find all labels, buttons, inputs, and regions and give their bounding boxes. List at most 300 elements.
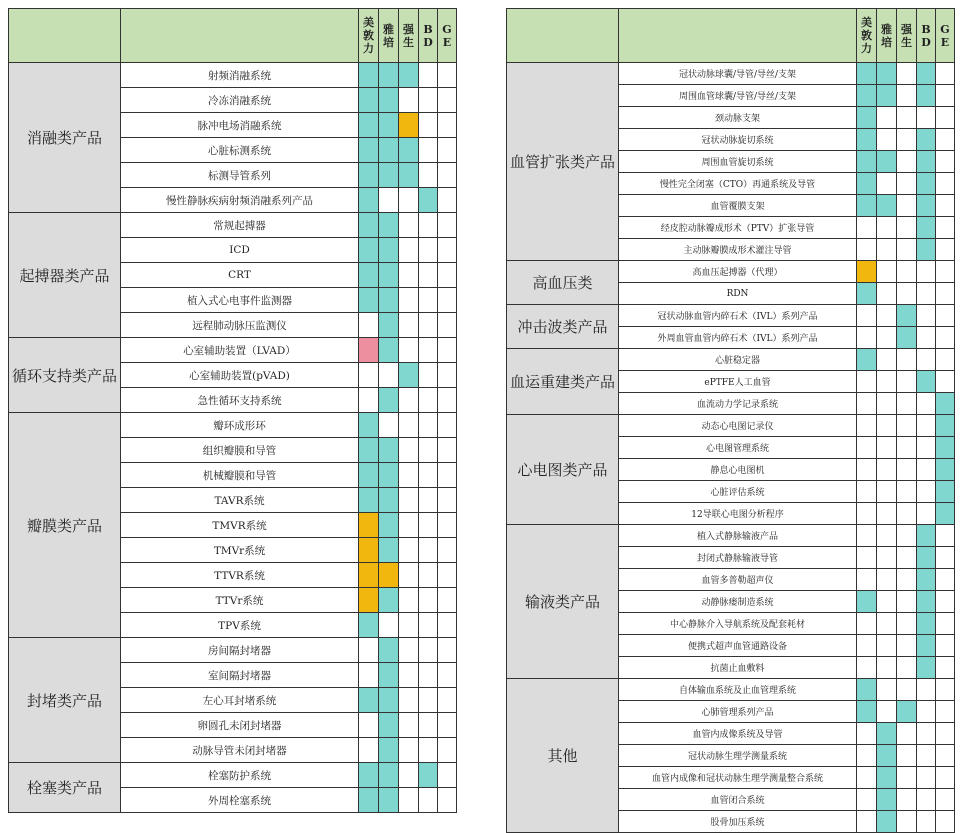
coverage-empty-cell (917, 349, 936, 371)
product-cell: 主动脉瓣膜成形术灌注导管 (619, 239, 857, 261)
coverage-mark-teal (379, 438, 399, 463)
coverage-empty-cell (917, 305, 936, 327)
coverage-empty-cell (438, 738, 457, 763)
coverage-empty-cell (438, 713, 457, 738)
product-cell: 卵圆孔未闭封堵器 (121, 713, 359, 738)
product-cell: TMVR系统 (121, 513, 359, 538)
coverage-empty-cell (438, 638, 457, 663)
coverage-empty-cell (917, 261, 936, 283)
coverage-empty-cell (438, 363, 457, 388)
coverage-empty-cell (399, 238, 419, 263)
coverage-empty-cell (419, 613, 438, 638)
coverage-mark-teal (877, 195, 897, 217)
coverage-mark-teal (359, 163, 379, 188)
product-cell: 冠状动脉球囊/导管/导丝/支架 (619, 63, 857, 85)
column-header (359, 9, 379, 63)
coverage-empty-cell (877, 503, 897, 525)
coverage-mark-orange (359, 588, 379, 613)
product-cell: 射频消融系统 (121, 63, 359, 88)
coverage-empty-cell (897, 591, 917, 613)
coverage-empty-cell (419, 638, 438, 663)
coverage-empty-cell (897, 811, 917, 833)
coverage-mark-teal (379, 313, 399, 338)
coverage-mark-teal (877, 745, 897, 767)
coverage-mark-teal (917, 371, 936, 393)
category-cell: 瓣膜类产品 (9, 413, 121, 638)
coverage-empty-cell (917, 393, 936, 415)
product-cell: 栓塞防护系统 (121, 763, 359, 788)
coverage-mark-teal (917, 547, 936, 569)
coverage-empty-cell (936, 569, 955, 591)
coverage-empty-cell (438, 563, 457, 588)
product-cell: 冠状动脉生理学测量系统 (619, 745, 857, 767)
coverage-empty-cell (877, 393, 897, 415)
coverage-empty-cell (936, 283, 955, 305)
coverage-mark-teal (359, 688, 379, 713)
coverage-empty-cell (877, 613, 897, 635)
coverage-empty-cell (857, 327, 877, 349)
category-cell: 循环支持类产品 (9, 338, 121, 413)
coverage-empty-cell (419, 213, 438, 238)
coverage-empty-cell (897, 437, 917, 459)
coverage-mark-teal (917, 195, 936, 217)
coverage-empty-cell (917, 745, 936, 767)
coverage-empty-cell (897, 261, 917, 283)
coverage-empty-cell (857, 503, 877, 525)
product-cell: 室间隔封堵器 (121, 663, 359, 688)
category-cell: 其他 (507, 679, 619, 833)
coverage-empty-cell (438, 788, 457, 813)
product-cell: 心电图管理系统 (619, 437, 857, 459)
coverage-empty-cell (936, 239, 955, 261)
product-cell: 机械瓣膜和导管 (121, 463, 359, 488)
product-cell: 慢性完全闭塞（CTO）再通系统及导管 (619, 173, 857, 195)
coverage-mark-teal (379, 788, 399, 813)
coverage-mark-teal (877, 789, 897, 811)
coverage-empty-cell (438, 663, 457, 688)
coverage-mark-teal (917, 635, 936, 657)
coverage-empty-cell (419, 688, 438, 713)
coverage-empty-cell (857, 459, 877, 481)
coverage-empty-cell (419, 238, 438, 263)
coverage-mark-teal (359, 438, 379, 463)
coverage-empty-cell (897, 85, 917, 107)
coverage-empty-cell (877, 371, 897, 393)
coverage-empty-cell (897, 129, 917, 151)
coverage-empty-cell (936, 151, 955, 173)
column-header (857, 9, 877, 63)
coverage-mark-teal (359, 88, 379, 113)
coverage-empty-cell (897, 679, 917, 701)
product-cell: 脉冲电场消融系统 (121, 113, 359, 138)
coverage-empty-cell (438, 538, 457, 563)
product-cell: 动静脉瘘制造系统 (619, 591, 857, 613)
coverage-mark-orange (359, 538, 379, 563)
product-cell: 外周血管血管内碎石术（IVL）系列产品 (619, 327, 857, 349)
coverage-mark-teal (917, 569, 936, 591)
column-header (936, 9, 955, 63)
coverage-empty-cell (359, 638, 379, 663)
coverage-empty-cell (897, 393, 917, 415)
coverage-empty-cell (917, 767, 936, 789)
coverage-mark-teal (359, 788, 379, 813)
coverage-empty-cell (877, 569, 897, 591)
coverage-empty-cell (877, 701, 897, 723)
coverage-mark-teal (379, 388, 399, 413)
coverage-mark-teal (917, 151, 936, 173)
coverage-mark-teal (936, 503, 955, 525)
coverage-mark-teal (359, 463, 379, 488)
product-cell: 急性循环支持系统 (121, 388, 359, 413)
column-header-label: G E (940, 22, 950, 49)
coverage-empty-cell (857, 547, 877, 569)
coverage-empty-cell (917, 503, 936, 525)
coverage-empty-cell (917, 723, 936, 745)
coverage-empty-cell (419, 263, 438, 288)
column-header-label: G E (442, 22, 452, 49)
coverage-mark-teal (936, 437, 955, 459)
product-cell: 常规起搏器 (121, 213, 359, 238)
coverage-mark-teal (379, 338, 399, 363)
coverage-empty-cell (877, 635, 897, 657)
coverage-empty-cell (917, 459, 936, 481)
product-cell: 颈动脉支架 (619, 107, 857, 129)
coverage-mark-teal (857, 349, 877, 371)
product-cell: 左心耳封堵系统 (121, 688, 359, 713)
product-cell: 血流动力学记录系统 (619, 393, 857, 415)
coverage-mark-orange (399, 113, 419, 138)
coverage-empty-cell (897, 173, 917, 195)
coverage-empty-cell (419, 138, 438, 163)
coverage-empty-cell (438, 163, 457, 188)
column-header-label: 强 生 (901, 22, 912, 49)
coverage-empty-cell (399, 313, 419, 338)
coverage-empty-cell (917, 481, 936, 503)
coverage-empty-cell (936, 745, 955, 767)
product-cell: ePTFE人工血管 (619, 371, 857, 393)
coverage-mark-teal (936, 393, 955, 415)
column-header (897, 9, 917, 63)
coverage-mark-teal (359, 263, 379, 288)
coverage-empty-cell (897, 349, 917, 371)
coverage-empty-cell (936, 657, 955, 679)
product-cell: 血管内成像系统及导管 (619, 723, 857, 745)
coverage-empty-cell (857, 789, 877, 811)
coverage-empty-cell (857, 437, 877, 459)
column-header (419, 9, 438, 63)
coverage-mark-teal (379, 513, 399, 538)
coverage-empty-cell (419, 413, 438, 438)
coverage-empty-cell (936, 613, 955, 635)
coverage-empty-cell (897, 217, 917, 239)
coverage-empty-cell (897, 195, 917, 217)
coverage-empty-cell (438, 138, 457, 163)
coverage-empty-cell (857, 657, 877, 679)
coverage-mark-teal (379, 763, 399, 788)
coverage-empty-cell (897, 767, 917, 789)
category-cell: 高血压类 (507, 261, 619, 305)
product-cell: 心脏稳定器 (619, 349, 857, 371)
coverage-empty-cell (857, 569, 877, 591)
coverage-empty-cell (917, 811, 936, 833)
category-cell: 封堵类产品 (9, 638, 121, 763)
product-cell: 周围血管球囊/导管/导丝/支架 (619, 85, 857, 107)
coverage-mark-teal (857, 679, 877, 701)
coverage-mark-teal (359, 113, 379, 138)
coverage-empty-cell (936, 349, 955, 371)
coverage-empty-cell (936, 679, 955, 701)
coverage-empty-cell (438, 213, 457, 238)
coverage-mark-teal (399, 138, 419, 163)
coverage-mark-teal (379, 88, 399, 113)
product-cell: TAVR系统 (121, 488, 359, 513)
coverage-empty-cell (399, 663, 419, 688)
coverage-empty-cell (419, 463, 438, 488)
coverage-empty-cell (379, 613, 399, 638)
coverage-mark-teal (857, 151, 877, 173)
coverage-mark-teal (857, 173, 877, 195)
coverage-mark-teal (917, 129, 936, 151)
coverage-mark-teal (359, 288, 379, 313)
coverage-empty-cell (857, 767, 877, 789)
column-header (438, 9, 457, 63)
coverage-empty-cell (399, 613, 419, 638)
coverage-empty-cell (379, 363, 399, 388)
coverage-empty-cell (359, 363, 379, 388)
product-cell: 远程肺动脉压监测仪 (121, 313, 359, 338)
coverage-empty-cell (897, 525, 917, 547)
coverage-mark-teal (379, 238, 399, 263)
coverage-empty-cell (917, 437, 936, 459)
coverage-empty-cell (857, 305, 877, 327)
coverage-mark-teal (917, 173, 936, 195)
coverage-empty-cell (877, 107, 897, 129)
product-cell: 瓣环成形环 (121, 413, 359, 438)
coverage-empty-cell (917, 283, 936, 305)
table-row (9, 213, 457, 238)
coverage-mark-teal (857, 63, 877, 85)
coverage-mark-teal (936, 481, 955, 503)
table-row (507, 305, 955, 327)
coverage-empty-cell (857, 415, 877, 437)
coverage-empty-cell (419, 538, 438, 563)
coverage-mark-teal (359, 763, 379, 788)
coverage-mark-teal (877, 151, 897, 173)
coverage-mark-teal (897, 701, 917, 723)
product-cell: 自体输血系统及止血管理系统 (619, 679, 857, 701)
table-row (9, 338, 457, 363)
coverage-mark-teal (359, 63, 379, 88)
header-row (507, 9, 955, 63)
product-cell: 心室辅助装置（LVAD） (121, 338, 359, 363)
coverage-empty-cell (419, 288, 438, 313)
coverage-empty-cell (438, 413, 457, 438)
coverage-empty-cell (857, 371, 877, 393)
coverage-mark-teal (917, 525, 936, 547)
table-row (9, 63, 457, 88)
coverage-empty-cell (877, 173, 897, 195)
coverage-mark-teal (917, 591, 936, 613)
product-cell: 植入式静脉输液产品 (619, 525, 857, 547)
table-row (507, 415, 955, 437)
coverage-mark-teal (857, 129, 877, 151)
product-cell: TMVr系统 (121, 538, 359, 563)
column-header-label: B D (921, 22, 931, 49)
coverage-empty-cell (438, 438, 457, 463)
product-cell: 封闭式静脉输液导管 (619, 547, 857, 569)
coverage-empty-cell (917, 107, 936, 129)
table-row (9, 638, 457, 663)
coverage-empty-cell (936, 129, 955, 151)
column-header-label: 美 敦 力 (363, 16, 374, 55)
coverage-mark-teal (379, 163, 399, 188)
coverage-empty-cell (936, 591, 955, 613)
product-cell: 慢性静脉疾病射频消融系列产品 (121, 188, 359, 213)
product-cell: 经皮腔动脉瓣成形术（PTV）扩张导管 (619, 217, 857, 239)
coverage-empty-cell (438, 288, 457, 313)
column-header-label: 雅 培 (881, 22, 892, 49)
coverage-empty-cell (438, 688, 457, 713)
coverage-empty-cell (877, 129, 897, 151)
category-cell: 血运重建类产品 (507, 349, 619, 415)
coverage-mark-teal (359, 188, 379, 213)
coverage-empty-cell (399, 438, 419, 463)
column-header-label: 雅 培 (383, 22, 394, 49)
coverage-mark-teal (359, 413, 379, 438)
coverage-empty-cell (419, 738, 438, 763)
coverage-empty-cell (399, 563, 419, 588)
coverage-mark-teal (379, 638, 399, 663)
product-cell: 组织瓣膜和导管 (121, 438, 359, 463)
coverage-empty-cell (399, 638, 419, 663)
coverage-mark-teal (917, 239, 936, 261)
column-header (379, 9, 399, 63)
coverage-empty-cell (359, 738, 379, 763)
coverage-empty-cell (399, 538, 419, 563)
coverage-empty-cell (399, 388, 419, 413)
coverage-empty-cell (877, 217, 897, 239)
product-cell: 心脏评估系统 (619, 481, 857, 503)
product-cell: RDN (619, 283, 857, 305)
coverage-mark-teal (399, 363, 419, 388)
coverage-empty-cell (897, 371, 917, 393)
coverage-empty-cell (897, 481, 917, 503)
coverage-empty-cell (936, 261, 955, 283)
coverage-mark-orange (359, 563, 379, 588)
coverage-mark-orange (857, 261, 877, 283)
coverage-mark-teal (379, 688, 399, 713)
product-cell: 血管内成像和冠状动脉生理学测量整合系统 (619, 767, 857, 789)
coverage-mark-teal (936, 459, 955, 481)
product-cell: 冠状动脉旋切系统 (619, 129, 857, 151)
product-cell: 中心静脉介入导航系统及配套耗材 (619, 613, 857, 635)
coverage-empty-cell (857, 745, 877, 767)
product-cell: CRT (121, 263, 359, 288)
coverage-mark-orange (359, 513, 379, 538)
coverage-empty-cell (897, 789, 917, 811)
coverage-empty-cell (857, 613, 877, 635)
coverage-mark-teal (877, 723, 897, 745)
product-cell: 植入式心电事件监测器 (121, 288, 359, 313)
product-cell: ICD (121, 238, 359, 263)
coverage-empty-cell (897, 503, 917, 525)
column-header (877, 9, 897, 63)
coverage-empty-cell (877, 459, 897, 481)
category-cell: 冲击波类产品 (507, 305, 619, 349)
coverage-empty-cell (936, 305, 955, 327)
coverage-empty-cell (359, 388, 379, 413)
coverage-mark-teal (917, 85, 936, 107)
coverage-mark-teal (359, 613, 379, 638)
coverage-empty-cell (857, 635, 877, 657)
coverage-empty-cell (936, 327, 955, 349)
coverage-mark-teal (857, 85, 877, 107)
product-cell: 股骨加压系统 (619, 811, 857, 833)
coverage-empty-cell (379, 188, 399, 213)
coverage-empty-cell (438, 388, 457, 413)
coverage-mark-teal (399, 163, 419, 188)
coverage-empty-cell (936, 635, 955, 657)
coverage-empty-cell (419, 388, 438, 413)
coverage-empty-cell (936, 107, 955, 129)
coverage-empty-cell (399, 463, 419, 488)
category-cell: 输液类产品 (507, 525, 619, 679)
coverage-empty-cell (897, 459, 917, 481)
left-coverage-table (8, 8, 457, 813)
table-row (507, 63, 955, 85)
coverage-mark-teal (379, 738, 399, 763)
coverage-empty-cell (917, 679, 936, 701)
coverage-empty-cell (877, 525, 897, 547)
coverage-empty-cell (399, 88, 419, 113)
table-row (9, 413, 457, 438)
coverage-empty-cell (399, 713, 419, 738)
coverage-empty-cell (419, 438, 438, 463)
coverage-empty-cell (897, 569, 917, 591)
coverage-empty-cell (857, 217, 877, 239)
coverage-mark-teal (857, 701, 877, 723)
coverage-empty-cell (936, 217, 955, 239)
coverage-empty-cell (399, 188, 419, 213)
product-cell: TTVR系统 (121, 563, 359, 588)
coverage-empty-cell (399, 488, 419, 513)
coverage-empty-cell (438, 88, 457, 113)
header-row (9, 9, 457, 63)
column-header-label: B D (423, 22, 433, 49)
coverage-mark-orange (379, 563, 399, 588)
table-row (507, 525, 955, 547)
coverage-empty-cell (897, 547, 917, 569)
coverage-mark-pink (359, 338, 379, 363)
coverage-empty-cell (877, 547, 897, 569)
coverage-mark-teal (877, 85, 897, 107)
coverage-empty-cell (438, 63, 457, 88)
coverage-empty-cell (897, 723, 917, 745)
coverage-empty-cell (877, 239, 897, 261)
header-product-cell (121, 9, 359, 63)
coverage-empty-cell (419, 313, 438, 338)
coverage-empty-cell (897, 613, 917, 635)
coverage-empty-cell (877, 437, 897, 459)
column-header-label: 美 敦 力 (861, 16, 872, 55)
coverage-empty-cell (897, 107, 917, 129)
coverage-mark-teal (917, 63, 936, 85)
coverage-empty-cell (438, 113, 457, 138)
coverage-empty-cell (877, 481, 897, 503)
product-cell: 动脉导管未闭封堵器 (121, 738, 359, 763)
product-cell: 标测导管系列 (121, 163, 359, 188)
category-cell: 心电图类产品 (507, 415, 619, 525)
